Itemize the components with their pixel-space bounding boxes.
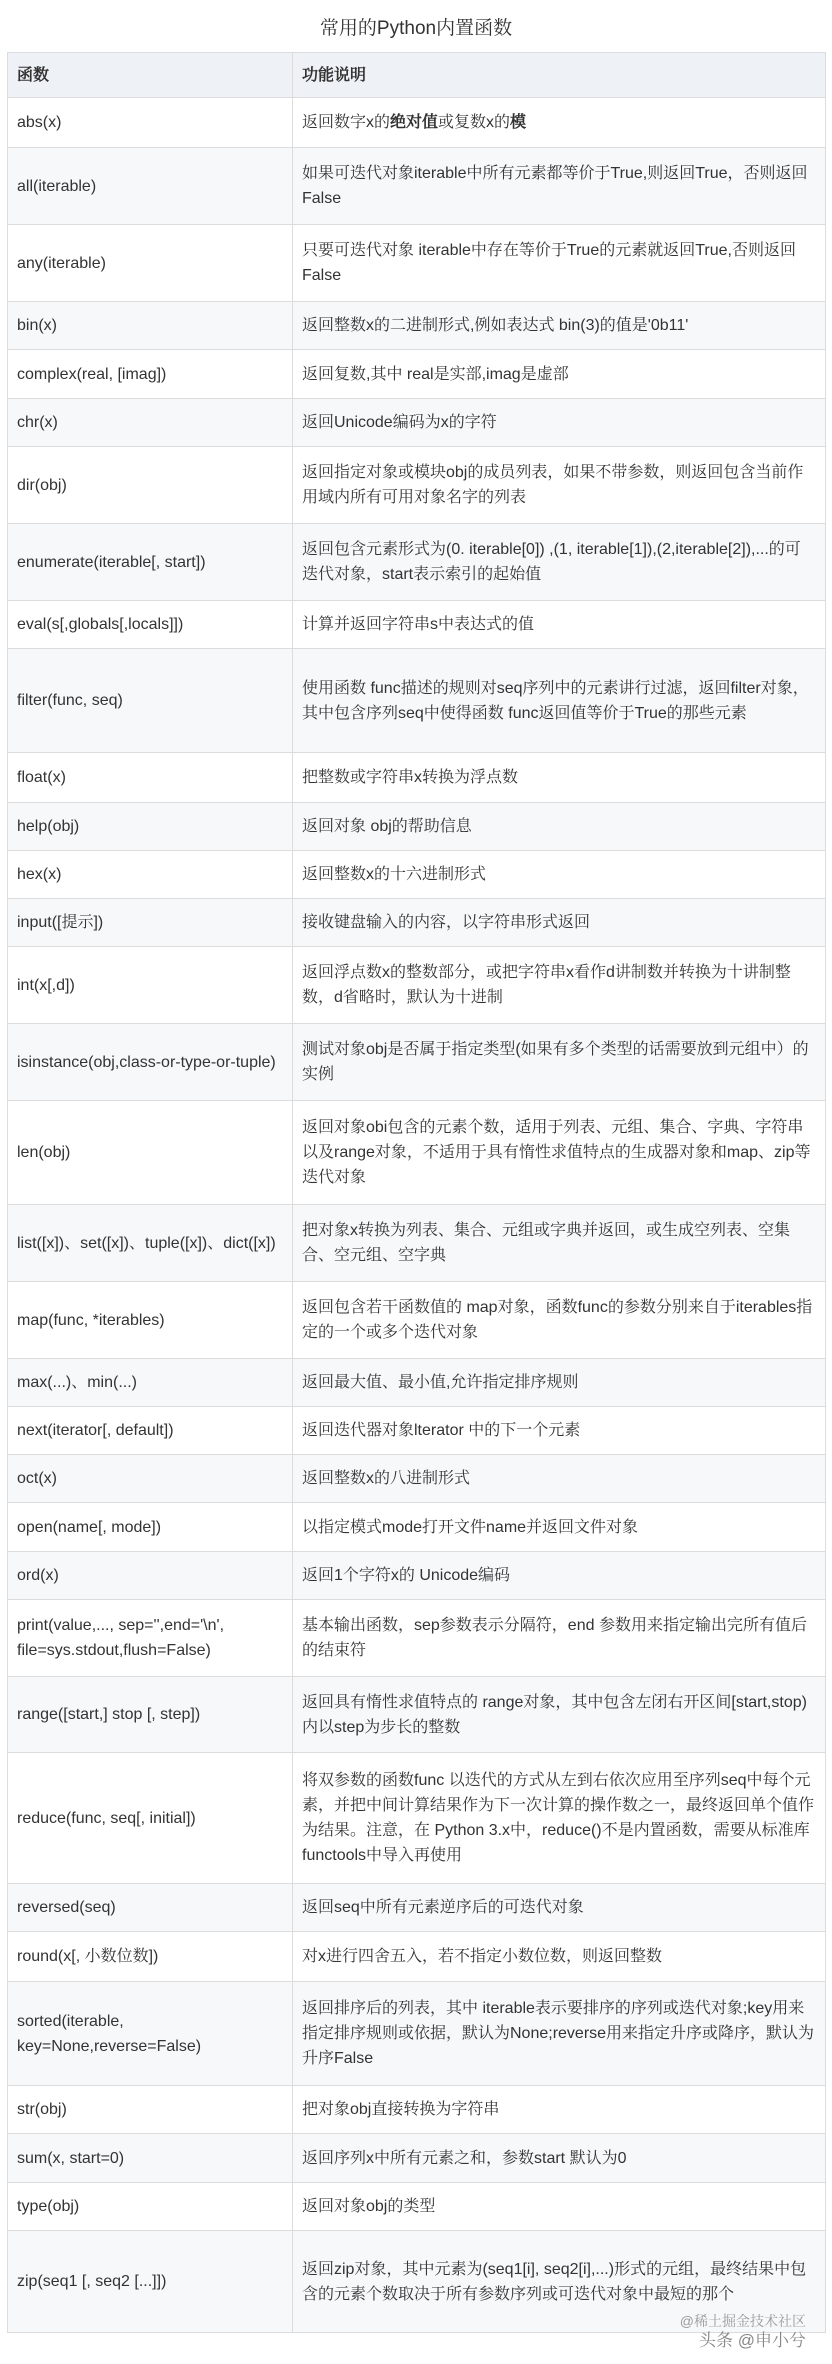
function-signature: reversed(seq) [8, 1884, 293, 1932]
watermark-line2: 头条 @申小兮 [699, 2331, 806, 2350]
function-description: 基本输出函数，sep参数表示分隔符，end 参数用来指定输出完所有值后的结束符 [293, 1600, 826, 1677]
table-row [8, 447, 826, 524]
function-signature: float(x) [8, 753, 293, 803]
function-description: 返回整数x的八进制形式 [293, 1455, 826, 1503]
function-signature: type(obj) [8, 2183, 293, 2231]
function-signature: enumerate(iterable[, start]) [8, 524, 293, 601]
function-description: 返回zip对象，其中元素为(seq1[i], seq2[i],...)形式的元组，最终结果中包含的元素个数取决于所有参数序列或可迭代对象中最短的那个 [293, 2231, 826, 2333]
function-signature: ord(x) [8, 1552, 293, 1600]
function-signature: all(iterable) [8, 148, 293, 225]
function-description: 返回seq中所有元素逆序后的可迭代对象 [293, 1884, 826, 1932]
function-signature: zip(seq1 [, seq2 [...]]) [8, 2231, 293, 2333]
table-row [8, 302, 826, 350]
function-description: 返回排序后的列表，其中 iterable表示要排序的序列或迭代对象;key用来指定排序规则或依据，默认为None;reverse用来指定升序或降序，默认为升序False [293, 1982, 826, 2086]
table-row [8, 947, 826, 1024]
watermark-line1: @稀土掘金技术社区 [679, 2313, 806, 2329]
function-signature: oct(x) [8, 1455, 293, 1503]
function-description: 返回复数,其中 real是实部,imag是虚部 [293, 350, 826, 399]
table-row [8, 2183, 826, 2231]
watermark [680, 2312, 806, 2350]
table-caption: 常用的Python内置函数 [319, 18, 513, 39]
function-description: 返回Unicode编码为x的字符 [293, 399, 826, 447]
function-signature: print(value,..., sep='',end='\n', file=sys.stdout,flush=False) [8, 1600, 293, 1677]
table-header-row [8, 53, 826, 98]
function-description: 返回对象obi包含的元素个数，适用于列表、元组、集合、字典、字符串以及range对象，不适用于具有惰性求值特点的生成器对象和map、zip等迭代对象 [293, 1101, 826, 1205]
function-description: 返回具有惰性求值特点的 range对象，其中包含左闭右开区间[start,stop)内以step为步长的整数 [293, 1677, 826, 1753]
table-row [8, 2086, 826, 2134]
table-row [8, 1359, 826, 1407]
function-signature: abs(x) [8, 98, 293, 148]
function-description: 测试对象obj是否属于指定类型(如果有多个类型的话需要放到元组中）的实例 [293, 1024, 826, 1101]
header-description: 功能说明 [293, 53, 826, 98]
function-signature: isinstance(obj,class-or-type-or-tuple) [8, 1024, 293, 1101]
table-row [8, 649, 826, 753]
function-signature: hex(x) [8, 851, 293, 899]
function-signature: len(obj) [8, 1101, 293, 1205]
function-description: 计算并返回字符串s中表达式的值 [293, 601, 826, 649]
function-signature: str(obj) [8, 2086, 293, 2134]
table-body [8, 98, 826, 2333]
function-description: 返回迭代器对象lterator 中的下一个元素 [293, 1407, 826, 1455]
function-signature: int(x[,d]) [8, 947, 293, 1024]
function-description: 对x进行四舍五入，若不指定小数位数，则返回整数 [293, 1932, 826, 1982]
table-row [8, 2134, 826, 2183]
table-row [8, 1932, 826, 1982]
function-description: 返回最大值、最小值,允许指定排序规则 [293, 1359, 826, 1407]
table-row [8, 524, 826, 601]
function-signature: chr(x) [8, 399, 293, 447]
table-row [8, 1753, 826, 1884]
function-signature: bin(x) [8, 302, 293, 350]
table-row [8, 1552, 826, 1600]
function-signature: range([start,] stop [, step]) [8, 1677, 293, 1753]
table-row [8, 1503, 826, 1552]
function-description: 只要可迭代对象 iterable中存在等价于True的元素就返回True,否则返回 False [293, 225, 826, 302]
function-signature: sum(x, start=0) [8, 2134, 293, 2183]
function-description: 返回指定对象或模块obj的成员列表，如果不带参数，则返回包含当前作用域内所有可用对象名字的列表 [293, 447, 826, 524]
table-row [8, 1205, 826, 1282]
table-row [8, 350, 826, 399]
function-description: 返回浮点数x的整数部分，或把字符串x看作d讲制数并转换为十讲制整数，d省略时，默认为十进制 [293, 947, 826, 1024]
table-row [8, 1884, 826, 1932]
table-row [8, 1677, 826, 1753]
function-description: 返回整数x的二进制形式,例如表达式 bin(3)的值是'0b11' [293, 302, 826, 350]
function-description: 返回序列x中所有元素之和，参数start 默认为0 [293, 2134, 826, 2183]
function-description: 返回包含元素形式为(0. iterable[0]) ,(1, iterable[1]),(2,iterable[2]),...的可迭代对象，start表示索引的起始值 [293, 524, 826, 601]
function-signature: map(func, *iterables) [8, 1282, 293, 1359]
table-row [8, 1407, 826, 1455]
table-row [8, 851, 826, 899]
table-row [8, 98, 826, 148]
table-row [8, 1101, 826, 1205]
table-row [8, 753, 826, 803]
function-description: 返回包含若干函数值的 map对象，函数func的参数分别来自于iterables指定的一个或多个迭代对象 [293, 1282, 826, 1359]
function-description: 如果可迭代对象iterable中所有元素都等价于True,则返回True，否则返回False [293, 148, 826, 225]
function-signature: sorted(iterable, key=None,reverse=False) [8, 1982, 293, 2086]
table-row [8, 1282, 826, 1359]
table-row [8, 1024, 826, 1101]
function-signature: filter(func, seq) [8, 649, 293, 753]
function-description: 使用函数 func描述的规则对seq序列中的元素讲行过滤，返回filter对象，其中包含序列seq中使得函数 func返回值等价于True的那些元素 [293, 649, 826, 753]
function-signature: round(x[, 小数位数]) [8, 1932, 293, 1982]
table-row [8, 1455, 826, 1503]
function-description: 以指定模式mode打开文件name并返回文件对象 [293, 1503, 826, 1552]
table-row [8, 1982, 826, 2086]
function-signature: reduce(func, seq[, initial]) [8, 1753, 293, 1884]
table-row [8, 803, 826, 851]
function-description: 接收键盘输入的内容，以字符串形式返回 [293, 899, 826, 947]
function-signature: next(iterator[, default]) [8, 1407, 293, 1455]
table-row [8, 899, 826, 947]
header-function: 函数 [8, 53, 293, 98]
function-signature: input([提示]) [8, 899, 293, 947]
function-signature: max(...)、min(...) [8, 1359, 293, 1407]
function-signature: list([x])、set([x])、tuple([x])、dict([x]) [8, 1205, 293, 1282]
function-description: 返回数字x的绝对值或复数x的模 [293, 98, 826, 148]
function-signature: help(obj) [8, 803, 293, 851]
function-signature: any(iterable) [8, 225, 293, 302]
table-row [8, 399, 826, 447]
builtin-functions-table [7, 52, 826, 2333]
function-description: 将双参数的函数func 以迭代的方式从左到右依次应用至序列seq中每个元素，并把中间计算结果作为下一次计算的操作数之一，最终返回单个值作为结果。注意，在 Python 3.x中，reduce()不是内置函数，需要从标准库 functools中导入再使用 [293, 1753, 826, 1884]
table-row [8, 601, 826, 649]
function-description: 返回对象 obj的帮助信息 [293, 803, 826, 851]
function-signature: dir(obj) [8, 447, 293, 524]
function-description: 返回对象obj的类型 [293, 2183, 826, 2231]
function-description: 把整数或字符串x转换为浮点数 [293, 753, 826, 803]
table-row [8, 148, 826, 225]
function-description: 返回整数x的十六进制形式 [293, 851, 826, 899]
function-signature: eval(s[,globals[,locals]]) [8, 601, 293, 649]
function-signature: open(name[, mode]) [8, 1503, 293, 1552]
function-description: 把对象obj直接转换为字符串 [293, 2086, 826, 2134]
table-row [8, 1600, 826, 1677]
function-description: 把对象x转换为列表、集合、元组或字典并返回，或生成空列表、空集合、空元组、空字典 [293, 1205, 826, 1282]
function-description: 返回1个字符x的 Unicode编码 [293, 1552, 826, 1600]
table-row [8, 225, 826, 302]
function-signature: complex(real, [imag]) [8, 350, 293, 399]
